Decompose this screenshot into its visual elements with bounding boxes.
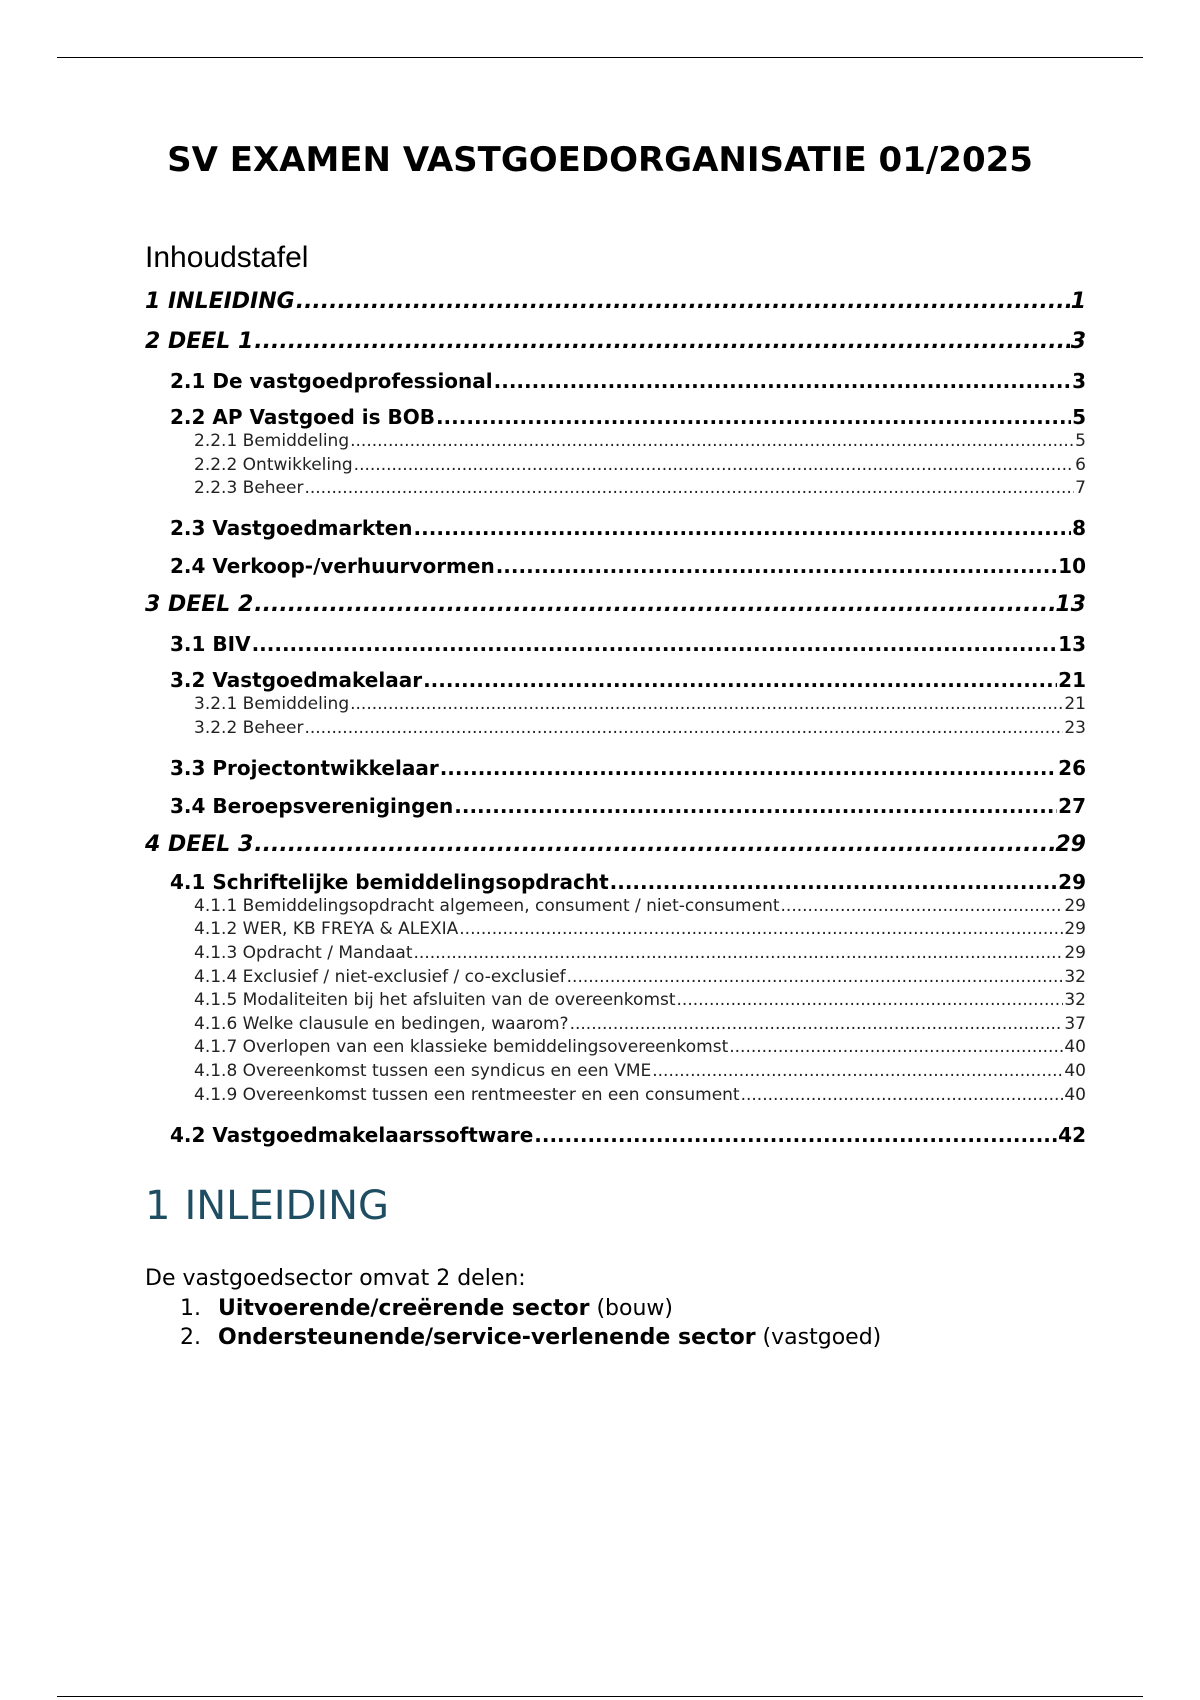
toc-entry-label: 1 INLEIDING	[145, 289, 295, 314]
toc-leader-dots	[610, 869, 1058, 895]
toc-entry-page: 26	[1058, 755, 1086, 780]
toc-entry-page: 40	[1064, 1060, 1086, 1081]
toc-entry-label: 2.3 Vastgoedmarkten	[170, 516, 413, 541]
toc-entry-page: 3	[1072, 369, 1086, 393]
toc-entry[interactable]	[145, 1120, 1086, 1158]
toc-entry-label: 3.2.1 Bemiddeling	[194, 694, 350, 715]
toc-entry-page: 10	[1058, 554, 1086, 579]
toc-entry-page: 37	[1064, 1013, 1086, 1034]
toc-entry[interactable]	[145, 430, 1086, 454]
toc-entry[interactable]	[145, 404, 1086, 430]
toc-entry-label: 4.1.9 Overeenkomst tussen een rentmeester en een consument	[194, 1084, 740, 1105]
toc-entry[interactable]	[145, 869, 1086, 895]
toc-entry-page: 3	[1070, 329, 1086, 354]
toc-entry-page: 42	[1058, 1122, 1086, 1147]
list-item	[180, 1295, 881, 1324]
toc-entry-label: 3.2 Vastgoedmakelaar	[170, 668, 423, 693]
toc-leader-dots	[436, 404, 1071, 430]
toc-leader-dots	[254, 326, 1069, 358]
toc-entry[interactable]	[145, 629, 1086, 667]
toc-entry-label: 2 DEEL 1	[145, 329, 254, 354]
toc-entry-page: 21	[1064, 694, 1086, 715]
toc-entry[interactable]	[145, 286, 1086, 326]
toc-leader-dots	[296, 286, 1070, 318]
section-title: INLEIDING	[184, 1183, 390, 1229]
toc-leader-dots	[350, 430, 1074, 454]
toc-entry-page: 29	[1064, 919, 1086, 940]
toc-leader-dots	[414, 513, 1072, 543]
toc-entry-label: 4 DEEL 3	[145, 831, 254, 857]
header-rule	[57, 57, 1143, 58]
toc-leader-dots	[494, 366, 1071, 396]
toc-entry-label: 4.2 Vastgoedmakelaarssoftware	[170, 1122, 534, 1147]
list-item-rest: (bouw)	[589, 1296, 673, 1321]
sector-list	[180, 1295, 881, 1352]
toc-entry-label: 4.1.6 Welke clausule en bedingen, waarom?	[194, 1013, 569, 1034]
list-item	[180, 1324, 881, 1353]
toc-entry-page: 29	[1064, 942, 1086, 963]
toc-leader-dots	[652, 1060, 1063, 1084]
toc-entry[interactable]	[145, 1013, 1086, 1037]
toc-entry-label: 2.2.1 Bemiddeling	[194, 431, 350, 451]
toc-entry[interactable]	[145, 589, 1086, 629]
toc-entry[interactable]	[145, 989, 1086, 1013]
toc-leader-dots	[423, 667, 1057, 693]
toc-leader-dots	[570, 1013, 1064, 1037]
list-item-rest: (vastgoed)	[755, 1324, 882, 1350]
toc-entry[interactable]	[145, 366, 1086, 404]
list-item-number: 1.	[180, 1296, 201, 1321]
toc-entry-label: 4.1.7 Overlopen van een klassieke bemiddelingsovereenkomst	[194, 1037, 729, 1058]
toc-entry[interactable]	[145, 667, 1086, 693]
toc-entry-label: 4.1.2 WER, KB FREYA & ALEXIA	[194, 919, 459, 940]
toc-leader-dots	[534, 1120, 1057, 1150]
toc-entry-page: 7	[1075, 478, 1086, 499]
toc-entry-page: 6	[1075, 454, 1086, 475]
toc-entry[interactable]	[145, 693, 1086, 717]
toc-entry-page: 29	[1055, 831, 1086, 857]
toc-entry-label: 2.2 AP Vastgoed is BOB	[170, 405, 435, 429]
list-item-number: 2.	[180, 1324, 201, 1350]
toc-entry-label: 2.2.3 Beheer	[194, 478, 304, 499]
toc-leader-dots	[350, 693, 1063, 717]
toc-entry-label: 3 DEEL 2	[145, 592, 254, 618]
toc-leader-dots	[729, 1036, 1063, 1060]
toc-leader-dots	[567, 966, 1064, 990]
toc-entry[interactable]	[145, 326, 1086, 366]
toc-leader-dots	[741, 1084, 1064, 1108]
toc-leader-dots	[454, 791, 1057, 821]
toc-entry-page: 27	[1058, 793, 1086, 818]
toc-entry-page: 32	[1064, 966, 1086, 987]
toc-entry[interactable]	[145, 717, 1086, 753]
toc-entry-page: 40	[1064, 1037, 1086, 1058]
list-item-bold: Uitvoerende/creërende sector	[218, 1296, 590, 1321]
toc-entry-page: 13	[1058, 632, 1086, 657]
toc-entry-page: 5	[1072, 405, 1086, 429]
footer-rule	[57, 1696, 1143, 1697]
intro-paragraph: De vastgoedsector omvat 2 delen:	[145, 1266, 526, 1291]
toc-entry-page: 29	[1058, 869, 1086, 894]
toc-entry-label: 3.1 BIV	[170, 632, 251, 657]
toc-entry-page: 13	[1055, 592, 1086, 618]
document-title: SV EXAMEN VASTGOEDORGANISATIE 01/2025	[167, 140, 1033, 180]
toc-entry-label: 2.1 De vastgoedprofessional	[170, 369, 493, 393]
toc-entry-page: 1	[1070, 289, 1086, 314]
toc-leader-dots	[677, 989, 1064, 1013]
toc-leader-dots	[254, 589, 1054, 621]
toc-entry[interactable]	[145, 895, 1086, 919]
toc-entry[interactable]	[145, 918, 1086, 942]
toc-leader-dots	[459, 918, 1063, 942]
toc-entry-page: 32	[1064, 990, 1086, 1011]
toc-leader-dots	[440, 753, 1057, 783]
toc-entry[interactable]	[145, 966, 1086, 990]
toc-leader-dots	[496, 551, 1057, 581]
toc-entry-label: 4.1.8 Overeenkomst tussen een syndicus en een VME	[194, 1060, 652, 1081]
toc-entry-label: 4.1 Schriftelijke bemiddelingsopdracht	[170, 869, 609, 894]
toc-entry-label: 3.4 Beroepsverenigingen	[170, 793, 454, 818]
toc-entry[interactable]	[145, 513, 1086, 551]
toc-entry-page: 5	[1075, 431, 1086, 451]
toc-entry[interactable]	[145, 454, 1086, 478]
toc-entry-label: 3.3 Projectontwikkelaar	[170, 755, 439, 780]
toc-entry-page: 21	[1058, 668, 1086, 693]
toc-leader-dots	[252, 629, 1058, 659]
toc-entry-label: 4.1.3 Opdracht / Mandaat	[194, 942, 413, 963]
list-item-bold: Ondersteunende/service-verlenende sector	[218, 1324, 756, 1350]
toc-entry-label: 4.1.5 Modaliteiten bij het afsluiten van de overeenkomst	[194, 990, 676, 1011]
toc-entry-page: 23	[1064, 717, 1086, 738]
toc-heading: Inhoudstafel	[145, 241, 309, 274]
toc-leader-dots	[304, 717, 1063, 741]
toc-entry[interactable]	[145, 551, 1086, 589]
toc-entry[interactable]	[145, 477, 1086, 513]
toc-entry-label: 3.2.2 Beheer	[194, 717, 304, 738]
toc-entry[interactable]	[145, 829, 1086, 869]
toc-leader-dots	[304, 477, 1074, 501]
toc-entry[interactable]	[145, 1036, 1086, 1060]
toc-entry[interactable]	[145, 791, 1086, 829]
section-heading	[145, 1182, 389, 1230]
toc-leader-dots	[354, 454, 1075, 478]
toc-entry-label: 2.4 Verkoop-/verhuurvormen	[170, 554, 495, 579]
toc-entry-page: 29	[1064, 895, 1086, 916]
toc-entry[interactable]	[145, 1060, 1086, 1084]
toc-entry-label: 4.1.4 Exclusief / niet-exclusief / co-exclusief	[194, 966, 566, 987]
section-number: 1	[145, 1183, 171, 1229]
toc-entry-page: 40	[1064, 1084, 1086, 1105]
toc-entry[interactable]	[145, 1084, 1086, 1120]
toc-entry-label: 4.1.1 Bemiddelingsopdracht algemeen, consument / niet-consument	[194, 895, 780, 916]
toc-entry-label: 2.2.2 Ontwikkeling	[194, 454, 353, 475]
toc-entry[interactable]	[145, 753, 1086, 791]
toc-leader-dots	[254, 829, 1054, 861]
toc-entry-page: 8	[1072, 516, 1086, 541]
table-of-contents	[145, 286, 1086, 1158]
toc-leader-dots	[781, 895, 1064, 919]
toc-leader-dots	[414, 942, 1064, 966]
toc-entry[interactable]	[145, 942, 1086, 966]
